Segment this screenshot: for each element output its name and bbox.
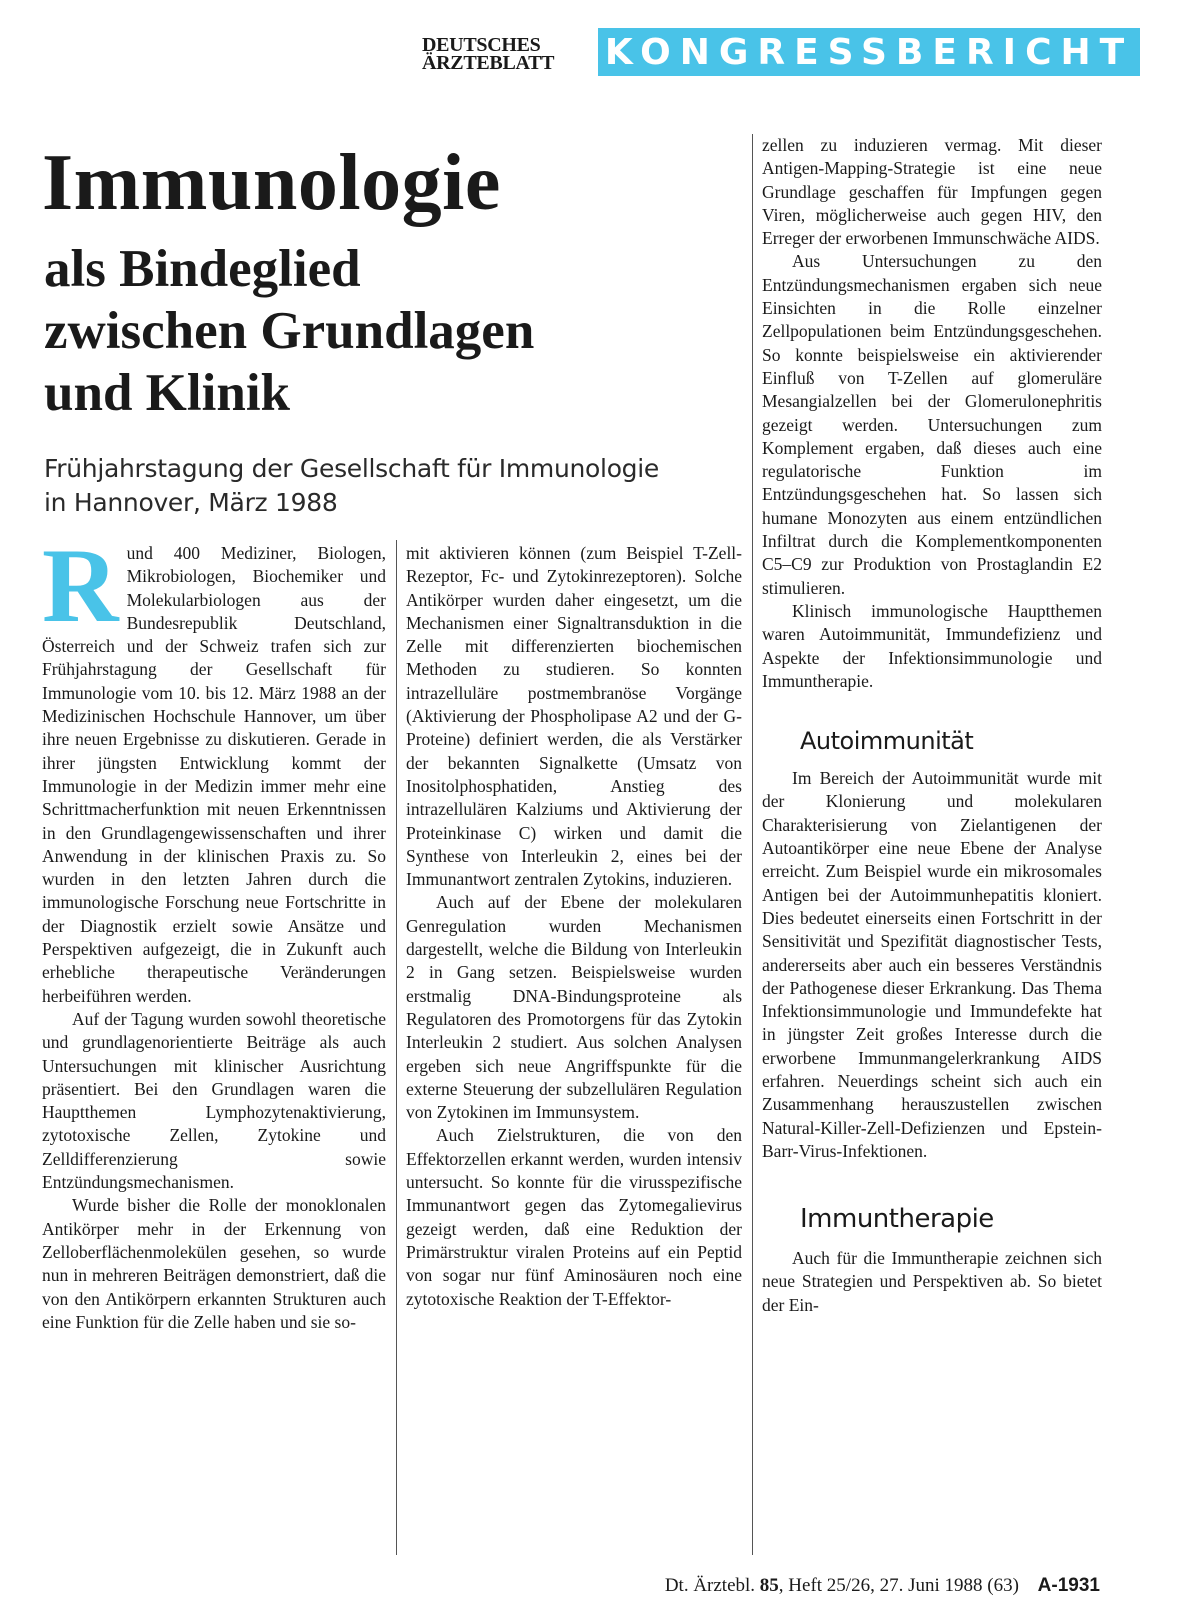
page-number: A-1931 <box>1037 1575 1100 1596</box>
column-divider <box>752 134 753 1555</box>
page-footer <box>600 1575 1100 1597</box>
subtitle-line: als Bindeglied <box>44 240 361 298</box>
subtitle-line: zwischen Grundlagen <box>44 302 535 360</box>
section-heading-autoimmunitaet: Autoimmunität <box>800 727 974 756</box>
subtitle-line: und Klinik <box>44 364 291 422</box>
body-paragraph: zellen zu induzieren vermag. Mit dieser Antigen-Mapping-Strategie ist eine neue Grundlage geschaffen für Impfungen gegen Viren, möglicherweise auch gegen HIV, den Erreger der erworbenen Immunschwäche AIDS. <box>762 135 1102 249</box>
masthead-line2: ÄRZTEBLATT <box>422 52 555 74</box>
deck-line: in Hannover, März 1988 <box>44 488 338 517</box>
deck-line: Frühjahrstagung der Gesellschaft für Immunologie <box>44 454 659 483</box>
body-paragraph: Auch Zielstrukturen, die von den Effektorzellen erkannt werden, wurden intensiv untersucht. So konnte für die virusspezifische Immunantwort gegen das Zytomegalievirus gezeigt werden, daß eine Reduktion der Primärstruktur viralen Proteins auf ein Peptid von sogar nur fünf Aminosäuren noch eine zytotoxische Reaktion der T-Effektor- <box>406 1125 742 1309</box>
body-paragraph: Im Bereich der Autoimmunität wurde mit der Klonierung und molekularen Charakterisierung von Zielantigenen der Autoantikörper eine neue Ebene der Analyse erreicht. Zum Beispiel wurde ein mikrosomales Antigen bei der Autoimmunhepatitis kloniert. Dies bedeutet einerseits einen Fortschritt in der Sensitivität und Spezifität diagnostischer Tests, andererseits aber auch ein besseres Verständnis der Pathogenese dieser Erkrankung. Das Thema Infektionsimmunologie und Immundefekte hat in jüngster Zeit großes Interesse durch die erworbene Immunmangelerkrankung AIDS erfahren. Neuerdings scheint sich auch ein Zusammenhang herauszustellen zwischen Natural-Killer-Zell-Defizienzen und Epstein-Barr-Virus-Infektionen. <box>762 768 1102 1161</box>
intro-text: und 400 Mediziner, Biologen, Mikrobiologen, Biochemiker und Molekularbiologen aus der Bundesrepublik Deutschland, Österreich und der Schweiz trafen sich zur Frühjahrstagung der Gesellschaft für Immunologie vom 10. bis 12. März 1988 an der Medizinischen Hochschule Hannover, um über ihre neuen Ergebnisse zu diskutieren. Gerade in ihrer jüngsten Entwicklung kommt der Immunologie in der Medizin immer mehr eine Schrittmacherfunktion mit neuen Erkenntnissen in den Grundlagengewissenschaften und ihrer Anwendung in der klinischen Praxis zu. So wurden in den letzten Jahren durch die immunologische Forschung neue Fortschritte in der Diagnostik erzielt sowie Ansätze und Perspektiven aufgezeigt, die in Zukunft auch erhebliche therapeutische Veränderungen herbeiführen werden. <box>42 543 386 1006</box>
masthead-line1: DEUTSCHES <box>422 34 541 56</box>
body-paragraph: Auch für die Immuntherapie zeichnen sich neue Strategien und Perspektiven ab. So bietet der Ein- <box>762 1248 1102 1315</box>
drop-cap: R <box>42 527 119 644</box>
article-subtitle <box>44 238 724 424</box>
body-paragraph: Auf der Tagung wurden sowohl theoretische und grundlagenorientierte Beiträge als auch Untersuchungen mit klinischer Ausrichtung präsentiert. Bei den Grundlagen waren die Hauptthemen Lymphozytenaktivierung, zytotoxische Zellen, Zytokine und Zelldifferenzierung sowie Entzündungsmechanismen. <box>42 1008 386 1193</box>
citation-prefix: Dt. Ärztebl. <box>664 1575 756 1596</box>
body-paragraph: Klinisch immunologische Hauptthemen waren Autoimmunität, Immundefizienz und Aspekte der Infektionsimmunologie und Immuntherapie. <box>762 600 1102 691</box>
article-title: Immunologie <box>42 139 501 227</box>
article-column-1 <box>42 527 386 1334</box>
body-paragraph: Wurde bisher die Rolle der monoklonalen Antikörper mehr in der Erkennung von Zelloberflächenmolekülen gesehen, so wurde nun in mehreren Beiträgen demonstriert, daß die von den Antikörpern erkannten Strukturen auch eine Funktion für die Zelle haben und sie so- <box>42 1195 386 1332</box>
body-paragraph: mit aktivieren können (zum Beispiel T-Zell-Rezeptor, Fc- und Zytokinrezeptoren). Solche Antikörper wurden daher eingesetzt, um die Mechanismen einer Signaltransduktion in die Zelle mit differenzierten biochemischen Methoden zu studieren. So konnten intrazelluläre postmembranöse Vorgänge (Aktivierung der Phospholipase A2 und der G-Proteine) definiert werden, die als Verstärker der bekannten Signalkette (Umsatz von Inositolphosphatiden, Anstieg des intrazellulären Kalziums und Aktivierung der Proteinkinase C) wirken und damit die Synthese von Interleukin 2, eines bei der Immunantwort zentralen Zytokins, induzieren. <box>406 543 742 890</box>
citation-volume: 85 <box>759 1575 779 1596</box>
body-paragraph: Aus Untersuchungen zu den Entzündungsmechanismen ergaben sich neue Einsichten in die Rolle einzelner Zellpopulationen beim Entzündungsgeschehen. So konnte beispielsweise ein aktivierender Einfluß von T-Zellen auf glomeruläre Mesangialzellen bei der Glomerulonephritis gezeigt werden. Untersuchungen zum Komplement ergaben, daß dieses auch eine regulatorische Funktion im Entzündungsgeschehen hat. So lassen sich humane Monozyten aus einem entzündlichen Infiltrat durch die Komplementkomponenten C5–C9 zur Produktion von Prostaglandin E2 stimulieren. <box>762 251 1102 598</box>
section-heading-immuntherapie: Immuntherapie <box>800 1204 994 1235</box>
article-deck <box>44 452 734 520</box>
body-paragraph: Auch auf der Ebene der molekularen Genregulation wurden Mechanismen dargestellt, welche die Bildung von Interleukin 2 in Gang setzen. Beispielsweise wurden erstmalig DNA-Bindungsproteine als Regulatoren des Promotorgens für das Zytokin Interleukin 2 studiert. Aus solchen Analysen ergeben sich neue Angriffspunkte für die externe Steuerung der subzellulären Regulation von Zytokinen im Immunsystem. <box>406 892 742 1123</box>
column-divider <box>396 540 397 1555</box>
masthead-logo <box>422 36 582 72</box>
article-column-3 <box>762 134 1102 1317</box>
section-banner: KONGRESSBERICHT <box>598 28 1140 76</box>
citation-details: , Heft 25/26, 27. Juni 1988 (63) <box>778 1575 1019 1596</box>
intro-paragraph <box>42 527 386 1008</box>
article-column-2 <box>406 542 742 1311</box>
